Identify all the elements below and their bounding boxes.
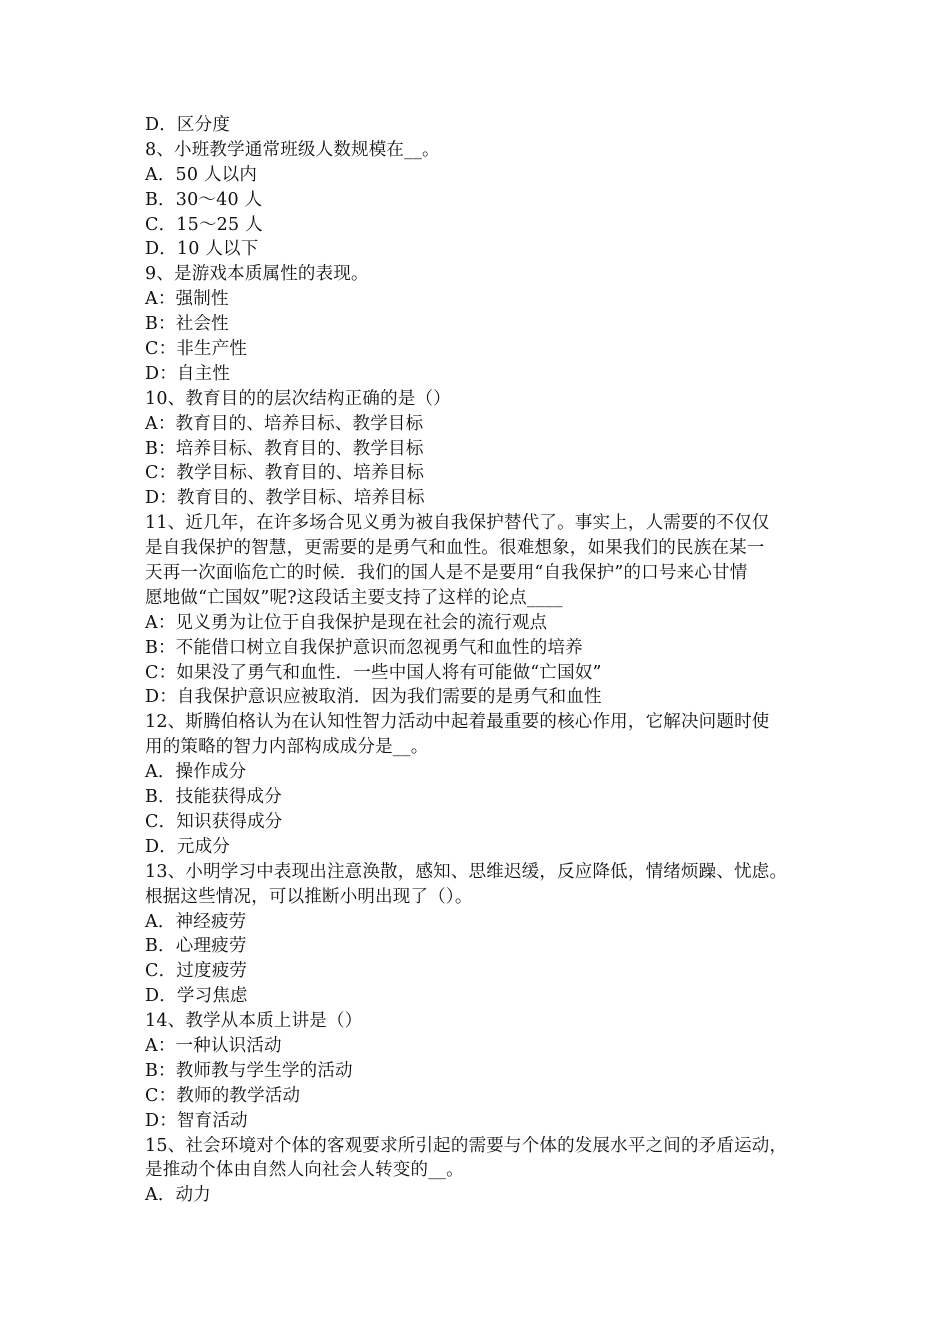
text-line: 13、小明学习中表现出注意涣散，感知、思维迟缓，反应降低，情绪烦躁、忧虑。 (145, 861, 788, 882)
text-line: C．知识获得成分 (145, 811, 283, 832)
text-line: B．技能获得成分 (145, 787, 282, 808)
document-page (145, 113, 825, 1208)
text-line: 10、教育目的的层次结构正确的是（） (145, 388, 451, 409)
text-line: C：教师的教学活动 (145, 1085, 301, 1106)
text-line: B．30～40 人 (145, 189, 263, 210)
text-line: 愿地做“亡国奴”呢?这段话主要支持了这样的论点____ (145, 587, 563, 608)
text-line: D：自我保护意识应被取消．因为我们需要的是勇气和血性 (145, 687, 602, 708)
text-line: A：一种认识活动 (145, 1035, 282, 1056)
text-line: C．过度疲劳 (145, 961, 248, 982)
text-line: A．神经疲劳 (145, 911, 247, 932)
text-line: A：见义勇为让位于自我保护是现在社会的流行观点 (145, 612, 548, 633)
text-line: C．15～25 人 (145, 214, 263, 235)
text-line: 9、是游戏本质属性的表现。 (145, 264, 369, 285)
text-line: B：培养目标、教育目的、教学目标 (145, 438, 424, 459)
text-line: C：教学目标、教育目的、培养目标 (145, 463, 425, 484)
text-line: 是推动个体由自然人向社会人转变的__。 (145, 1160, 464, 1181)
text-line: 14、教学从本质上讲是（） (145, 1011, 363, 1032)
text-line: 用的策略的智力内部构成成分是__。 (145, 737, 429, 758)
text-line: 15、社会环境对个体的客观要求所引起的需要与个体的发展水平之间的矛盾运动， (145, 1135, 788, 1156)
text-line: C：非生产性 (145, 339, 248, 360)
text-line: A．50 人以内 (145, 164, 258, 185)
text-line: D：智育活动 (145, 1110, 248, 1131)
text-line: 11、近几年，在许多场合见义勇为被自我保护替代了。事实上，人需要的不仅仅 (145, 513, 770, 534)
text-line: 根据这些情况，可以推断小明出现了（）。 (145, 886, 473, 907)
text-line: B．心理疲劳 (145, 936, 247, 957)
text-line: 天再一次面临危亡的时候．我们的国人是不是要用“自我保护”的口号来心甘情 (145, 563, 748, 584)
text-line: A：教育目的、培养目标、教学目标 (145, 413, 424, 434)
text-line: C：如果没了勇气和血性．一些中国人将有可能做“亡国奴” (145, 662, 602, 683)
text-line: 8、小班教学通常班级人数规模在__。 (145, 139, 440, 160)
text-line: D．元成分 (145, 836, 231, 857)
text-line: D：教育目的、教学目标、培养目标 (145, 488, 425, 509)
text-line: A．操作成分 (145, 762, 247, 783)
text-line: 是自我保护的智慧，更需要的是勇气和血性。很难想象，如果我们的民族在某一 (145, 538, 765, 559)
text-line: B：不能借口树立自我保护意识而忽视勇气和血性的培养 (145, 637, 583, 658)
text-line: 12、斯腾伯格认为在认知性智力活动中起着最重要的核心作用，它解决问题时使 (145, 712, 770, 733)
text-line: D．10 人以下 (145, 239, 259, 260)
text-line: A：强制性 (145, 289, 229, 310)
text-line: B：教师教与学生学的活动 (145, 1060, 353, 1081)
text-line: D：自主性 (145, 363, 231, 384)
text-line: B：社会性 (145, 314, 229, 335)
text-line: A．动力 (145, 1185, 211, 1206)
text-line: D．区分度 (145, 115, 231, 135)
text-line: D．学习焦虑 (145, 986, 248, 1007)
